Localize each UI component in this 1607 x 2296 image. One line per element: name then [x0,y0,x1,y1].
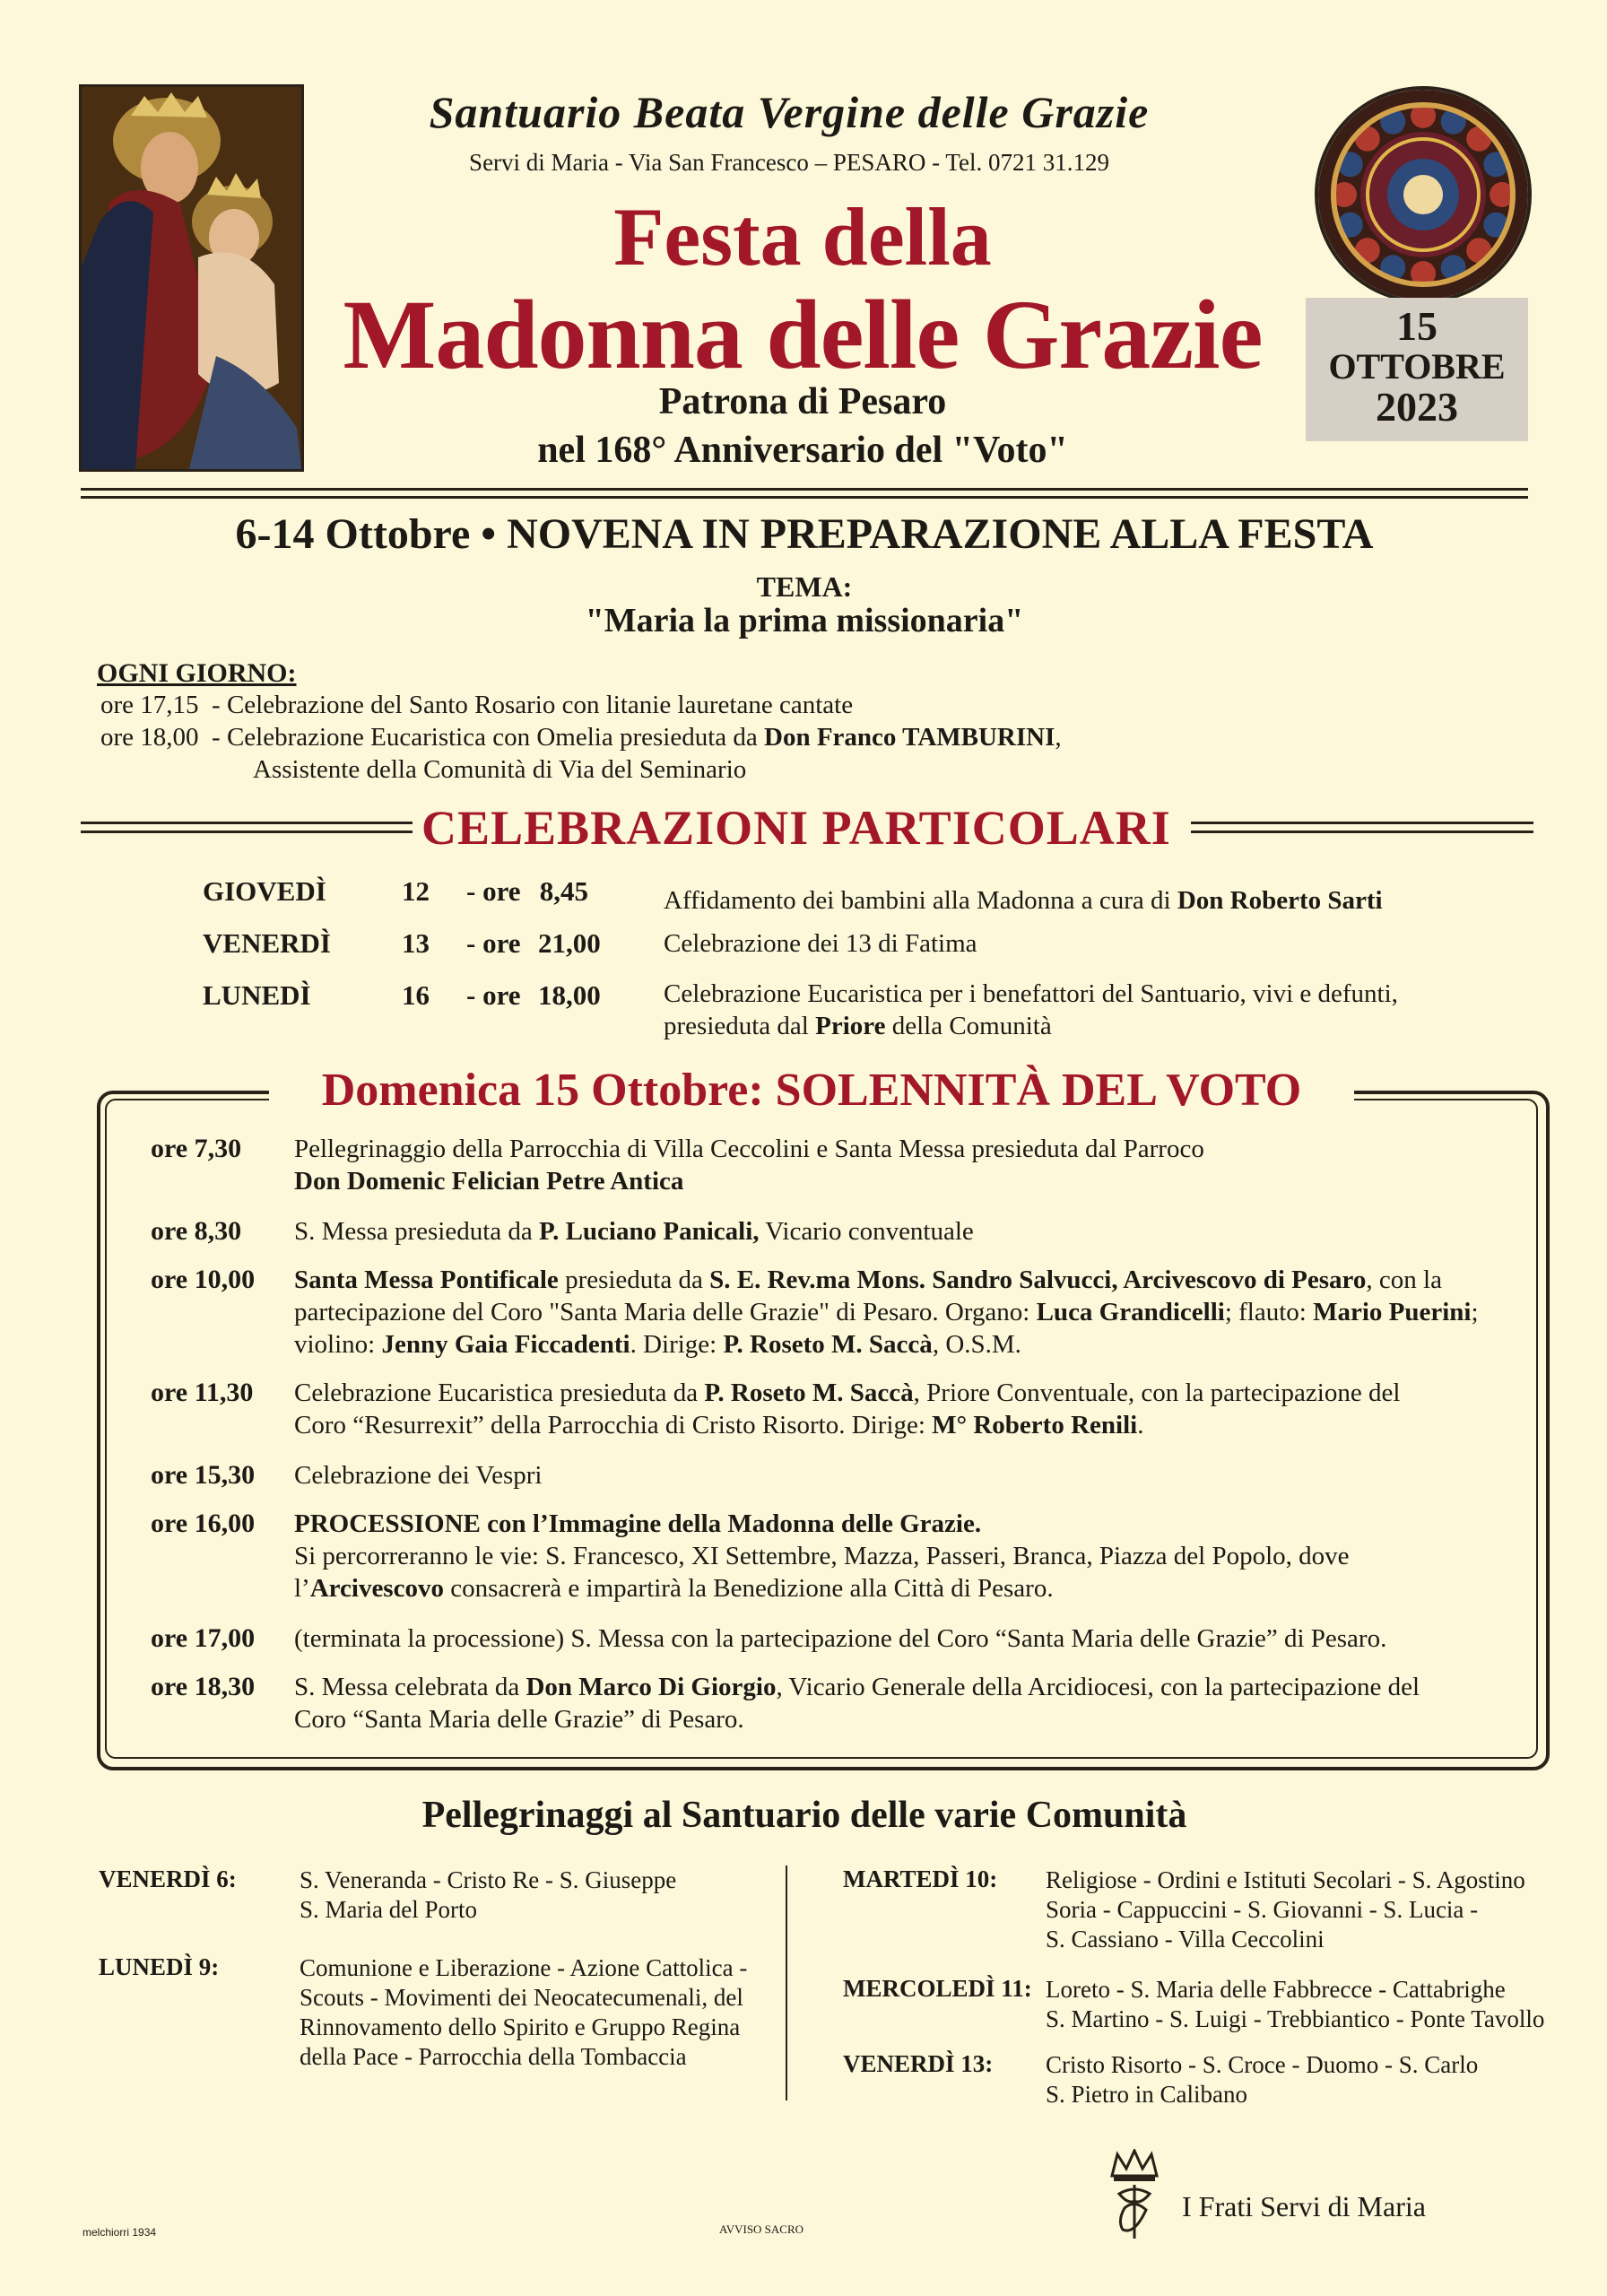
desc-text: Affidamento dei bambini alla Madonna a cura di [664,886,1177,915]
desc-bold: P. Roseto M. Saccà [723,1329,933,1359]
particular-hour: 8,45 [539,875,588,907]
desc-text: Celebrazione Eucaristica presieduta da [294,1378,705,1407]
theme-title: "Maria la prima missionaria" [585,602,1024,639]
desc-bold: S. E. Rev.ma Mons. Sandro Salvucci, Arcivescovo di Pesaro [709,1265,1367,1294]
desc-text: Coro “Santa Maria delle Grazie” di Pesaro. [294,1704,744,1734]
particular-hour: 18,00 [538,979,601,1011]
desc-text: Celebrazione dei 13 di Fatima [664,929,977,958]
daily-time: ore 17,15 [100,691,199,719]
desc-bold: Arcivescovo [309,1573,444,1603]
community-line: Rinnovamento dello Spirito e Gruppo Regina [300,2013,741,2040]
schedule-desc [294,1672,1514,1736]
date-month: OTTOBRE [1328,346,1506,387]
particular-day: GIOVEDÌ [203,875,326,907]
community-line: S. Pietro in Calibano [1046,2080,1247,2108]
desc-bold: Don Roberto Sarti [1177,886,1383,915]
schedule-desc [294,1378,1514,1442]
pilgrimage-day: VENERDÌ 6: [99,1866,237,1892]
daily-label: OGNI GIORNO: [97,658,297,688]
divider-line [1191,822,1533,824]
schedule-desc [294,1134,1514,1198]
schedule-time: ore 15,30 [151,1460,256,1490]
desc-bold: Santa Messa Pontificale [294,1265,559,1294]
desc-text: . [1137,1410,1144,1439]
desc-text: violino: [294,1329,382,1359]
sunday-heading: Domenica 15 Ottobre: SOLENNITÀ DEL VOTO [269,1064,1354,1117]
community-line: della Pace - Parrocchia della Tombaccia [300,2042,687,2070]
desc-text: S. Messa presieduta da [294,1217,540,1246]
desc-bold: P. Luciano Panicali, [539,1217,760,1246]
date-day: 15 [1396,303,1438,349]
community-line: Loreto - S. Maria delle Fabbrecce - Cattabrighe [1046,1976,1506,2003]
community-line: Religiose - Ordini e Istituti Secolari - S. Agostino [1046,1866,1525,1893]
desc-text: Coro “Resurrexit” della Parrocchia di Cristo Risorto. Dirige: [294,1410,933,1439]
desc-bold: Don Marco Di Giorgio [526,1673,777,1701]
particular-desc [664,884,1507,917]
particular-ore: - ore [466,927,521,959]
sacred-notice: AVVISO SACRO [719,2222,804,2236]
community-line: S. Martino - S. Luigi - Trebbiantico - Ponte Tavollo [1046,2005,1545,2032]
particular-hour: 21,00 [538,927,601,959]
pilgrimage-day: MERCOLEDÌ 11: [843,1975,1032,2002]
desc-bold: Priore [815,1012,886,1041]
desc-text: consacrerà e impartirà la Benedizione alla Città di Pesaro. [443,1573,1054,1603]
desc-text: Celebrazione dei Vespri [294,1461,543,1490]
community-line: S. Veneranda - Cristo Re - S. Giuseppe [300,1866,677,1893]
rose-window-image [1315,86,1532,303]
column-divider [786,1866,787,2100]
pilgrimage-communities [300,1866,676,1925]
divider-line [1191,831,1533,833]
desc-bold: Luca Grandicelli [1036,1297,1225,1326]
pilgrimage-communities [1046,1975,1544,2034]
community-line: Comunione e Liberazione - Azione Cattolica - [300,1954,748,1981]
signature: I Frati Servi di Maria [1182,2190,1426,2222]
daily-item [100,723,1062,752]
daily-text: - Celebrazione Eucaristica con Omelia presieduta da [212,723,764,752]
divider-line [81,831,413,833]
pilgrimage-communities [1046,2050,1478,2109]
pilgrimage-day: MARTEDÌ 10: [843,1866,998,1892]
pilgrimages-heading: Pellegrinaggi al Santuario delle varie Comunità [421,1795,1187,1836]
schedule-desc [294,1265,1514,1361]
pilgrimage-day: LUNEDÌ 9: [99,1953,220,1980]
patrona-subtitle: Patrona di Pesaro [658,381,947,422]
desc-bold: Jenny Gaia Ficcadenti [381,1329,630,1359]
schedule-time: ore 16,00 [151,1509,256,1538]
desc-text: Pellegrinaggio della Parrocchia di Villa Ceccolini e Santa Messa presieduta dal Parroco [294,1135,1204,1163]
desc-text: partecipazione del Coro "Santa Maria delle Grazie" di Pesaro. Organo: [294,1297,1037,1326]
desc-bold: P. Roseto M. Saccà [704,1378,914,1407]
particular-date: 13 [402,927,430,959]
desc-text: , con la [1366,1265,1442,1294]
community-line: Cristo Risorto - S. Croce - Duomo - S. Carlo [1046,2051,1479,2078]
particular-ore: - ore [466,979,521,1011]
community-line: Soria - Cappuccini - S. Giovanni - S. Lucia - [1046,1895,1479,1923]
divider-line [81,822,413,824]
date-year: 2023 [1376,384,1458,430]
community-line: S. Maria del Porto [300,1895,477,1923]
daily-celebrant: Don Franco TAMBURINI [764,723,1055,752]
schedule-time: ore 18,30 [151,1672,256,1701]
novena-heading: 6-14 Ottobre • NOVENA IN PREPARAZIONE ALLA FESTA [235,510,1374,558]
pilgrimage-day: VENERDÌ 13: [843,2050,994,2077]
desc-text: Celebrazione Eucaristica per i benefattori del Santuario, vivi e defunti, [664,979,1398,1008]
daily-text-post: , [1055,723,1062,752]
desc-text: S. Messa celebrata da [294,1673,526,1701]
desc-bold: Mario Puerini [1313,1297,1472,1326]
desc-text: presieduta da [558,1265,710,1294]
event-date-box [1306,298,1528,441]
schedule-time: ore 8,30 [151,1216,242,1246]
particular-ore: - ore [466,875,521,907]
desc-bold: M° Roberto Renili [932,1410,1138,1439]
schedule-desc [294,1216,1514,1248]
particular-date: 12 [402,875,430,907]
theme-label: TEMA: [756,570,853,603]
particular-day: VENERDÌ [203,927,331,959]
schedule-desc [294,1623,1514,1656]
header-rule-bottom [81,496,1528,499]
pilgrimage-communities [1046,1866,1525,1954]
desc-text: ; flauto: [1224,1297,1314,1326]
desc-text: (terminata la processione) S. Messa con la partecipazione del Coro “Santa Maria delle Grazie” di Pesaro. [294,1624,1387,1653]
schedule-time: ore 11,30 [151,1378,254,1407]
header-rule-top [81,488,1528,491]
desc-text: Si percorreranno le vie: S. Francesco, XI Settembre, Mazza, Passeri, Branca, Piazza del Popolo, dove [294,1541,1350,1570]
schedule-time: ore 7,30 [151,1134,242,1163]
desc-bold: PROCESSIONE con l’Immagine della Madonna delle Grazie. [294,1509,982,1538]
anniversary-subtitle: nel 168° Anniversario del "Voto" [537,430,1068,471]
daily-time: ore 18,00 [100,723,199,752]
desc-text: , Priore Conventuale, con la partecipazione del [913,1378,1401,1407]
daily-continuation: Assistente della Comunità di Via del Seminario [253,755,747,784]
desc-text: l’ [294,1573,310,1603]
desc-text: Vicario conventuale [759,1217,974,1246]
desc-text: , Vicario Generale della Arcidiocesi, con la partecipazione del [776,1673,1420,1701]
particular-day: LUNEDÌ [203,979,311,1011]
community-line: Scouts - Movimenti dei Neocatecumenali, del [300,1983,743,2011]
festa-title-line1: Festa della [613,191,992,283]
desc-text: della Comunità [885,1012,1052,1041]
printer-credit: melchiorri 1934 [83,2226,157,2239]
particular-desc [664,927,1507,960]
desc-text: presieduta dal [664,1012,816,1041]
servite-emblem-icon [1107,2149,1162,2242]
particular-heading: CELEBRAZIONI PARTICOLARI [421,801,1171,855]
daily-item [100,691,853,720]
desc-text: , O.S.M. [932,1329,1021,1359]
schedule-desc [294,1509,1514,1605]
daily-text: - Celebrazione del Santo Rosario con litanie lauretane cantate [212,691,854,719]
desc-text: ; [1471,1297,1479,1326]
sanctuary-address: Servi di Maria - Via San Francesco – PESARO - Tel. 0721 31.129 [469,149,1109,176]
particular-date: 16 [402,979,430,1011]
madonna-icon-image [79,84,304,472]
pilgrimage-communities [300,1953,747,2072]
community-line: S. Cassiano - Villa Ceccolini [1046,1925,1325,1952]
sanctuary-name: Santuario Beata Vergine delle Grazie [429,87,1150,137]
desc-bold: Don Domenic Felician Petre Antica [294,1166,684,1196]
schedule-time: ore 17,00 [151,1623,256,1653]
desc-text: . Dirige: [630,1329,724,1359]
festa-title-line2: Madonna delle Grazie [343,280,1263,389]
schedule-time: ore 10,00 [151,1265,256,1294]
schedule-desc [294,1460,1514,1492]
particular-desc [664,978,1507,1043]
